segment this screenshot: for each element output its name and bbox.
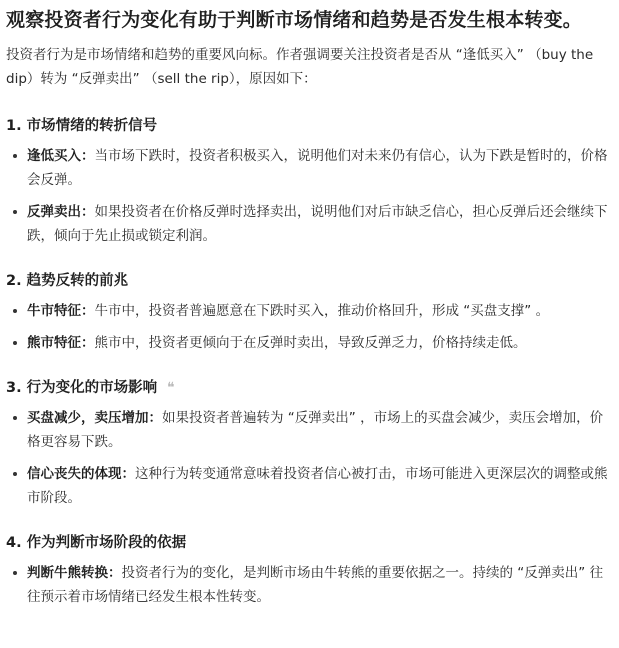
section-heading-text: 2. 趋势反转的前兆 (6, 273, 129, 289)
bullet-icon (13, 154, 17, 158)
item-text: 投资者行为的变化，是判断市场由牛转熊的重要依据之一。持续的 “反弹卖出” 往往预示着市场情绪已经发生根本性转变。 (27, 565, 604, 605)
item-text: 熊市中，投资者更倾向于在反弹时卖出，导致反弹乏力，价格持续走低。 (94, 335, 527, 351)
item-text: 牛市中，投资者普遍愿意在下跌时买入，推动价格回升，形成 “买盘支撑” 。 (94, 303, 550, 319)
list-item (6, 406, 613, 454)
list-item (6, 561, 613, 609)
item-text: 如果投资者普遍转为 “反弹卖出” ，市场上的买盘会减少，卖压会增加，价格更容易下跌。 (27, 410, 604, 450)
section-heading-text: 3. 行为变化的市场影响 (6, 380, 158, 396)
item-text: 这种行为转变通常意味着投资者信心被打击，市场可能进入更深层次的调整或熊市阶段。 (27, 466, 608, 506)
intro-paragraph: 投资者行为是市场情绪和趋势的重要风向标。作者强调要关注投资者是否从 “逢低买入” （buy the dip）转为 “反弹卖出” （sell the rip），原因如下： (6, 47, 594, 87)
section-heading (6, 377, 613, 399)
page-title: 观察投资者行为变化有助于判断市场情绪和趋势是否发生根本转变。 (6, 9, 583, 31)
section-2 (6, 270, 613, 355)
item-term: 反弹卖出： (27, 204, 95, 220)
bullet-icon (13, 341, 17, 345)
section-heading-text: 4. 作为判断市场阶段的依据 (6, 535, 187, 551)
item-term: 信心丧失的体现： (27, 466, 135, 482)
bullet-list (6, 561, 613, 609)
list-item (6, 144, 613, 192)
quote-icon[interactable]: ❝ (167, 380, 175, 396)
item-term: 牛市特征： (27, 303, 95, 319)
section-4 (6, 532, 613, 609)
bullet-icon (13, 309, 17, 313)
list-item (6, 331, 613, 355)
section-heading (6, 115, 613, 137)
bullet-icon (13, 472, 17, 476)
bullet-list (6, 144, 613, 248)
item-term: 买盘减少，卖压增加： (27, 410, 162, 426)
item-term: 判断牛熊转换： (27, 565, 122, 581)
list-item (6, 462, 613, 510)
item-term: 熊市特征： (27, 335, 95, 351)
list-item (6, 200, 613, 248)
section-heading (6, 532, 613, 554)
section-3 (6, 377, 613, 510)
section-heading (6, 270, 613, 292)
section-1 (6, 115, 613, 248)
bullet-icon (13, 416, 17, 420)
bullet-list (6, 299, 613, 355)
item-term: 逢低买入： (27, 148, 95, 164)
section-heading-text: 1. 市场情绪的转折信号 (6, 118, 158, 134)
item-text: 当市场下跌时，投资者积极买入，说明他们对未来仍有信心，认为下跌是暂时的，价格会反弹。 (27, 148, 608, 188)
bullet-icon (13, 571, 17, 575)
list-item (6, 299, 613, 323)
bullet-list (6, 406, 613, 510)
bullet-icon (13, 210, 17, 214)
item-text: 如果投资者在价格反弹时选择卖出，说明他们对后市缺乏信心，担心反弹后还会继续下跌，倾向于先止损或锁定利润。 (27, 204, 608, 244)
